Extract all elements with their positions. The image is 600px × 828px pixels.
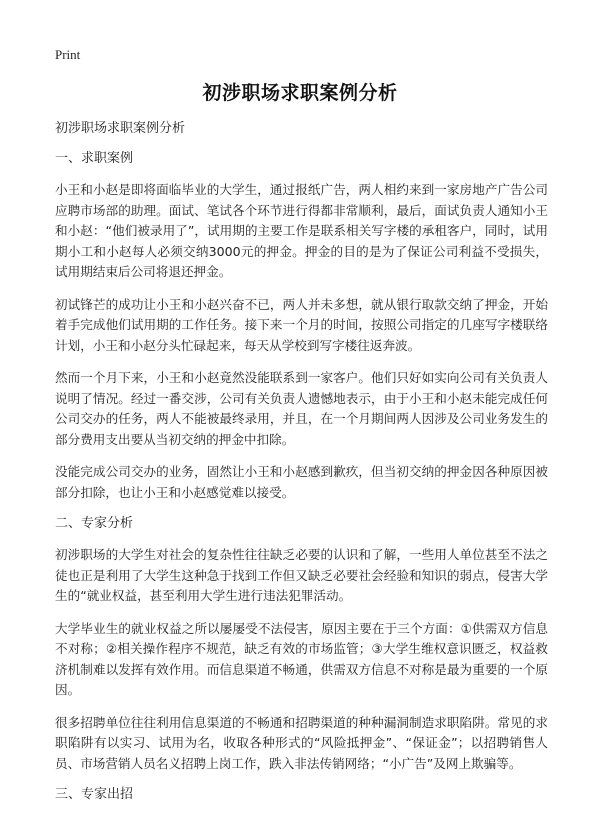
section-heading-advice: 三、专家出招 — [55, 787, 134, 802]
document-subtitle: 初涉职场求职案例分析 — [55, 121, 186, 136]
paragraph: 小王和小赵是即将面临毕业的大学生，通过报纸广告，两人相约来到一家房地产广告公司应聘市场部的助理。面试、笔试各个环节进行得都非常顺利，最后，面试负责人通知小王和小赵：“他们被录用了”，试用期的主要工作是联系相关写字楼的承租客户，同时，试用期小工和小赵每人必须交纳3000元的押金。押金的目的是为了保证公司利益不受损失，试用期结束后公司将退还押金。 — [55, 182, 548, 279]
section-heading-analysis: 二、专家分析 — [55, 516, 134, 531]
paragraph: 初涉职场的大学生对社会的复杂性往往缺乏必要的认识和了解，一些用人单位甚至不法之徒也正是利用了大学生这种急于找到工作但又缺乏必要社会经验和知识的弱点，侵害大学生的“就业权益，甚至利用大学生进行违法犯罪活动。 — [55, 547, 548, 603]
paragraph: 大学毕业生的就业权益之所以屡屡受不法侵害，原因主要在于三个方面：①供需双方信息不对称；②相关操作程序不规范，缺乏有效的市场监管；③大学生维权意识匮乏，权益救济机制难以发挥有效作用。而信息渠道不畅通，供需双方信息不对称是最为重要的一个原因。 — [55, 620, 548, 697]
paragraph: 没能完成公司交办的业务，固然让小王和小赵感到歉疚，但当初交纳的押金因各种原因被部分扣除，也让小王和小赵感觉难以接受。 — [55, 464, 548, 500]
paragraph: 很多招聘单位往往利用信息渠道的不畅通和招聘渠道的种种漏洞制造求职陷阱。常见的求职陷阱有以实习、试用为名，收取各种形式的“风险抵押金”、“保证金”；以招聘销售人员、市场营销人员名义招聘上岗工作，跌入非法传销网络；“小广告”及网上欺骗等。 — [55, 714, 548, 771]
print-link[interactable]: Print — [55, 47, 81, 62]
document-title: 初涉职场求职案例分析 — [202, 82, 398, 104]
paragraph: 然而一个月下来，小王和小赵竟然没能联系到一家客户。他们只好如实向公司有关负责人说明了情况。经过一番交涉，公司有关负责人遗憾地表示，由于小王和小赵未能完成任何公司交办的任务，两人不能被最终录用，并且，在一个月期间两人因涉及公司业务发生的部分费用支出要从当初交纳的押金中扣除。 — [55, 370, 548, 447]
document-body — [55, 120, 548, 816]
section-heading-case: 一、求职案例 — [55, 151, 134, 166]
paragraph: 初试锋芒的成功让小王和小赵兴奋不已，两人并未多想，就从银行取款交纳了押金，开始着手完成他们试用期的工作任务。接下来一个月的时间，按照公司指定的几座写字楼联络计划，小王和小赵分头忙碌起来，每天从学校到写字楼往返奔波。 — [55, 296, 548, 353]
